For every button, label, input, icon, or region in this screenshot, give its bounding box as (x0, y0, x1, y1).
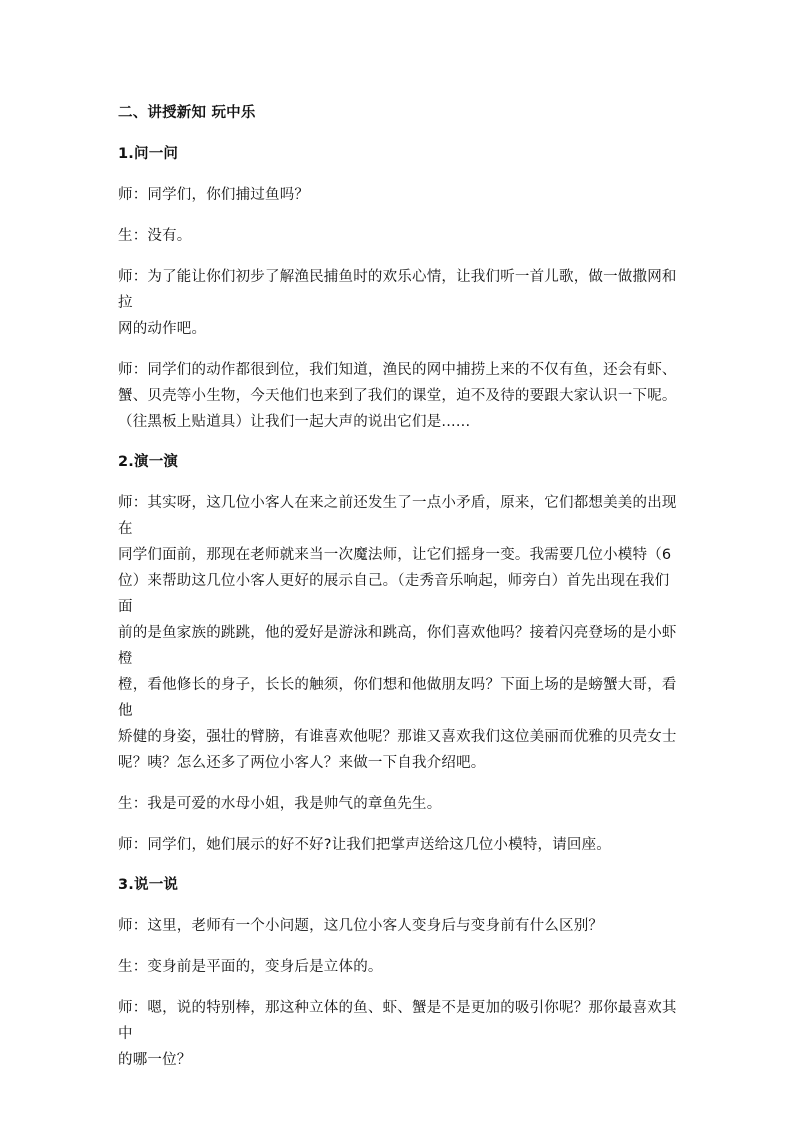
text-line: 的哪一位？ (118, 1052, 192, 1068)
text-line: 位）来帮助这几位小客人更好的展示自己。（走秀音乐响起，师旁白）首先出现在我们面 (118, 573, 670, 615)
text-line: 师：同学们的动作都很到位，我们知道，渔民的网中捕捞上来的不仅有鱼，还会有虾、 (118, 362, 677, 378)
text-line: 前的是鱼家族的跳跳，他的爱好是游泳和跳高，你们喜欢他吗？接着闪亮登场的是小虾橙 (118, 625, 677, 667)
text-line: 师：为了能让你们初步了解渔民捕鱼时的欢乐心情，让我们听一首儿歌，做一做撒网和拉 (118, 269, 677, 311)
paragraph-teacher-song (118, 264, 678, 342)
paragraph-teacher-models (118, 490, 678, 776)
text-line: （往黑板上贴道具）让我们一起大声的说出它们是...... (118, 414, 471, 430)
text-line: 网的动作吧。 (118, 321, 207, 337)
paragraph-student-3d: 生：变身前是平面的，变身后是立体的。 (118, 959, 383, 975)
text-line: 蟹、贝壳等小生物，今天他们也来到了我们的课堂，迫不及待的要跟大家认识一下呢。 (118, 388, 677, 404)
section-heading: 二、讲授新知 玩中乐 (118, 105, 256, 121)
paragraph-teacher-difference: 师：这里，老师有一个小问题，这几位小客人变身后与变身前有什么区别？ (118, 918, 604, 934)
text-line: 呢？咦？怎么还多了两位小客人？来做一下自我介绍吧。 (118, 755, 486, 771)
paragraph-student-answer: 生：没有。 (118, 228, 192, 244)
text-line: 同学们面前，那现在老师就来当一次魔法师，让它们摇身一变。我需要几位小模特（6 (118, 547, 672, 563)
document-page (118, 100, 678, 1073)
subheading-act: 2.演一演 (118, 454, 179, 470)
paragraph-teacher-question: 师：同学们，你们捕过鱼吗？ (118, 187, 310, 203)
subheading-ask: 1.问一问 (118, 146, 179, 162)
text-line: 师：嗯，说的特别棒，那这种立体的鱼、虾、蟹是不是更加的吸引你呢？那你最喜欢其中 (118, 1000, 677, 1042)
text-line: 橙，看他修长的身子，长长的触须，你们想和他做朋友吗？下面上场的是螃蟹大哥，看他 (118, 677, 677, 719)
paragraph-student-intro: 生：我是可爱的水母小姐，我是帅气的章鱼先生。 (118, 796, 442, 812)
subheading-say: 3.说一说 (118, 877, 179, 893)
text-line: 师：其实呀，这几位小客人在来之前还发生了一点小矛盾，原来，它们都想美美的出现在 (118, 495, 677, 537)
paragraph-teacher-favorite (118, 995, 678, 1073)
text-line: 矫健的身姿，强壮的臂膀，有谁喜欢他呢？那谁又喜欢我们这位美丽而优雅的贝壳女士 (118, 729, 677, 745)
paragraph-teacher-applause: 师：同学们，她们展示的好不好?让我们把掌声送给这几位小模特，请回座。 (118, 837, 611, 853)
paragraph-teacher-creatures (118, 357, 678, 435)
